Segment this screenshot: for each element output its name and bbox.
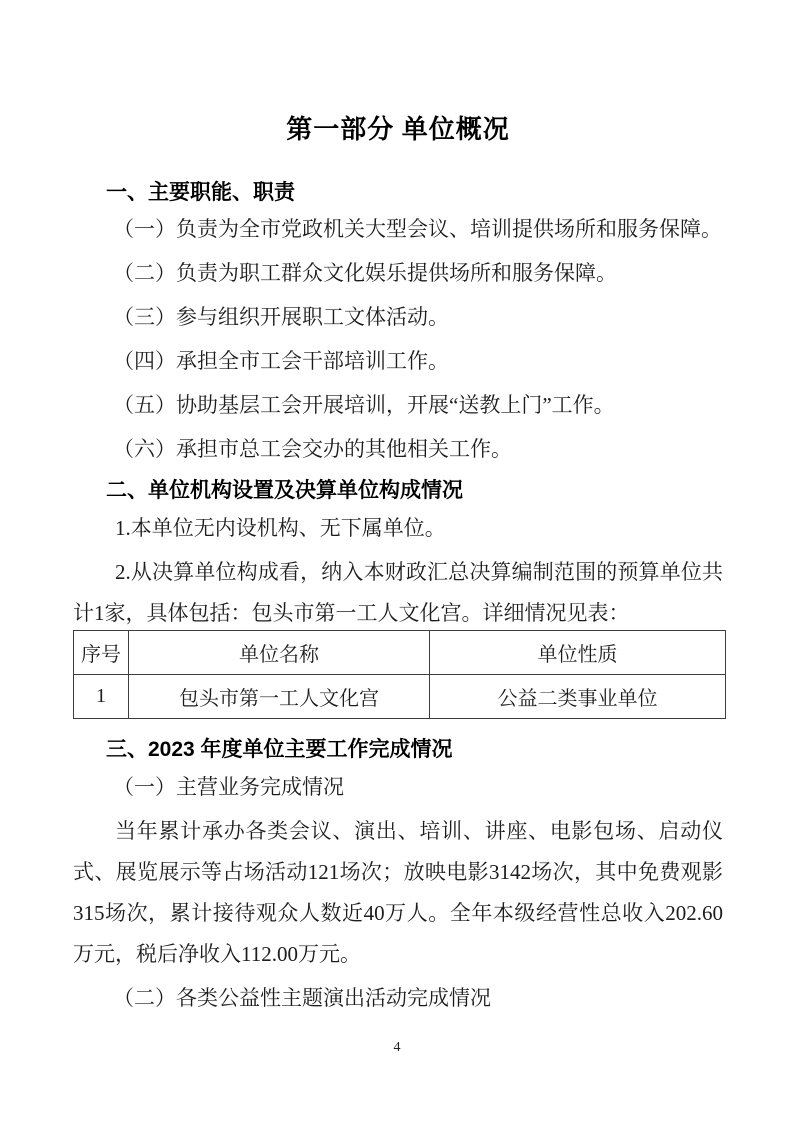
paragraph-work-3: （二）各类公益性主题演出活动完成情况	[113, 986, 491, 1010]
table-cell-index: 1	[74, 675, 129, 719]
table-cell-unit-type: 公益二类事业单位	[430, 675, 726, 719]
paragraph-duty-5: （五）协助基层工会开展培训，开展“送教上门”工作。	[113, 393, 615, 417]
paragraph-org-2: 2.从决算单位构成看，纳入本财政汇总决算编制范围的预算单位共计1家，具体包括：包头市第一工人文化宫。详细情况见表：	[73, 560, 723, 625]
paragraph-duty-6: （六）承担市总工会交办的其他相关工作。	[113, 437, 512, 461]
paragraph-work-2: 当年累计承办各类会议、演出、培训、讲座、电影包场、启动仪式、展览展示等占场活动121场次；放映电影3142场次，其中免费观影315场次，累计接待观众人数近40万人。全年本级经营性总收入202.60万元，税后净收入112.00万元。	[73, 819, 723, 966]
section-heading-2: 二、单位机构设置及决算单位构成情况	[106, 479, 463, 502]
document-title: 第一部分 单位概况	[286, 115, 510, 144]
paragraph-duty-3: （三）参与组织开展职工文体活动。	[113, 305, 449, 329]
table-header-cell-unit-name: 单位名称	[129, 631, 430, 675]
table-cell-unit-name: 包头市第一工人文化宫	[129, 675, 430, 719]
paragraph-duty-4: （四）承担全市工会干部培训工作。	[113, 349, 449, 373]
table-row	[74, 675, 726, 719]
paragraph-work-1: （一）主营业务完成情况	[113, 775, 344, 799]
section-heading-3: 三、2023 年度单位主要工作完成情况	[106, 738, 453, 761]
section-heading-1: 一、主要职能、职责	[106, 181, 295, 204]
unit-table	[73, 630, 726, 719]
table-header-cell-unit-type: 单位性质	[430, 631, 726, 675]
paragraph-org-1: 1.本单位无内设机构、无下属单位。	[115, 516, 446, 540]
table-header-row	[74, 631, 726, 675]
table-header-cell-index: 序号	[74, 631, 129, 675]
page-number: 4	[393, 1040, 401, 1055]
paragraph-duty-2: （二）负责为职工群众文化娱乐提供场所和服务保障。	[113, 261, 617, 285]
paragraph-duty-1: （一）负责为全市党政机关大型会议、培训提供场所和服务保障。	[113, 217, 722, 241]
